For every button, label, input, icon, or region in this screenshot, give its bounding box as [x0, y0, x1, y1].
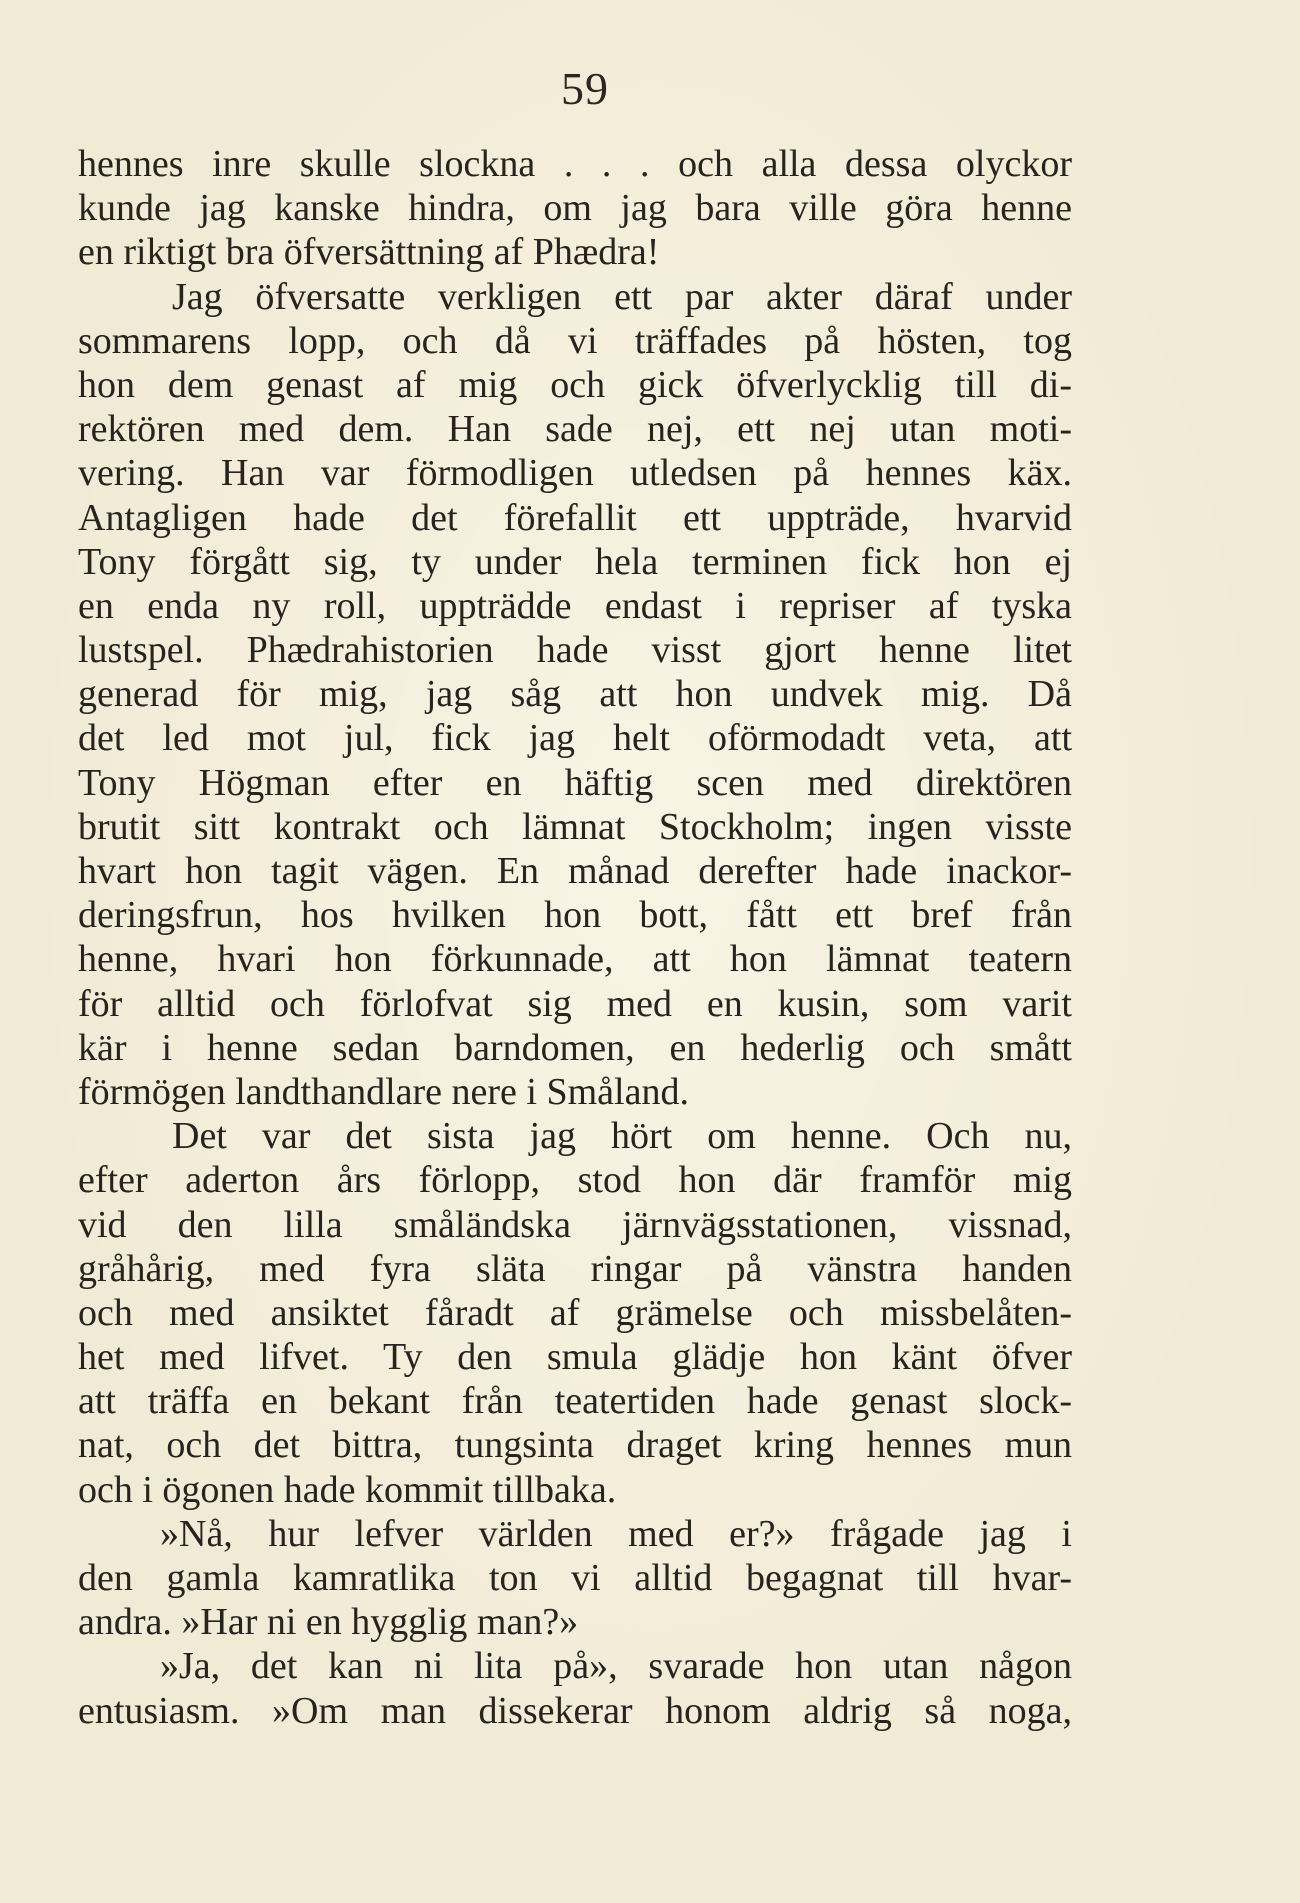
text-line: hvart hon tagit vägen. En månad derefter hade inackor-	[78, 850, 1072, 892]
text-line: brutit sitt kontrakt och lämnat Stockholm; ingen visste	[78, 805, 1072, 848]
text-line: kär i henne sedan barndomen, en hederlig och smått	[78, 1026, 1072, 1069]
text-line: att träffa en bekant från teatertiden hade genast slock-	[78, 1380, 1072, 1423]
text-line: en riktigt bra öfversättning af Phædra!	[78, 231, 660, 274]
text-line: andra. »Har ni en hygglig man?»	[78, 1601, 579, 1644]
text-line: en enda ny roll, uppträdde endast i repriser af tyska	[78, 584, 1072, 627]
text-line: hennes inre skulle slockna . . . och alla dessa olyckor	[78, 143, 1072, 185]
text-line: Tony Högman efter en häftig scen med direktören	[78, 761, 1072, 804]
text-line: Jag öfversatte verkligen ett par akter däraf under	[172, 275, 1072, 318]
text-line: vering. Han var förmodligen utledsen på hennes käx.	[78, 452, 1072, 495]
text-line: vid den lilla småländska järnvägsstationen, vissnad,	[78, 1203, 1072, 1246]
text-line: och i ögonen hade kommit tillbaka.	[78, 1468, 617, 1511]
text-line: hon dem genast af mig och gick öfverlycklig till di-	[78, 363, 1072, 406]
text-line: lustspel. Phædrahistorien hade visst gjort henne litet	[78, 629, 1072, 672]
text-line: sommarens lopp, och då vi träffades på hösten, tog	[78, 319, 1072, 362]
text-line: den gamla kamratlika ton vi alltid begagnat till hvar-	[78, 1557, 1072, 1599]
text-line: Tony förgått sig, ty under hela terminen fick hon ej	[78, 540, 1072, 583]
text-line: det led mot jul, fick jag helt oförmodadt veta, att	[78, 717, 1072, 760]
text-line: nat, och det bittra, tungsinta draget kring hennes mun	[78, 1424, 1072, 1467]
text-line: kunde jag kanske hindra, om jag bara ville göra henne	[78, 187, 1072, 230]
page-number: 59	[561, 63, 609, 114]
text-line: Det var det sista jag hört om henne. Och nu,	[172, 1115, 1072, 1158]
text-line: entusiasm. »Om man dissekerar honom aldrig så noga,	[78, 1689, 1072, 1732]
text-line: generad för mig, jag såg att hon undvek mig. Då	[78, 673, 1072, 716]
text-line: het med lifvet. Ty den smula glädje hon känt öfver	[78, 1336, 1072, 1379]
text-line: henne, hvari hon förkunnade, att hon lämnat teatern	[78, 938, 1072, 981]
text-line: efter aderton års förlopp, stod hon där framför mig	[78, 1159, 1072, 1202]
text-line: för alltid och förlofvat sig med en kusin, som varit	[78, 982, 1072, 1025]
text-line: rektören med dem. Han sade nej, ett nej utan moti-	[78, 408, 1072, 451]
text-line: »Ja, det kan ni lita på», svarade hon utan någon	[160, 1645, 1072, 1688]
text-line: och med ansiktet fåradt af grämelse och missbelåten-	[78, 1291, 1072, 1334]
body-text	[78, 142, 1072, 1733]
text-line: Antagligen hade det förefallit ett uppträde, hvarvid	[78, 496, 1072, 539]
text-line: deringsfrun, hos hvilken hon bott, fått ett bref från	[78, 894, 1072, 937]
text-line: »Nå, hur lefver världen med er?» frågade jag i	[160, 1512, 1072, 1555]
text-line: gråhårig, med fyra släta ringar på vänstra handen	[78, 1247, 1072, 1290]
text-line: förmögen landthandlare nere i Småland.	[78, 1070, 689, 1113]
